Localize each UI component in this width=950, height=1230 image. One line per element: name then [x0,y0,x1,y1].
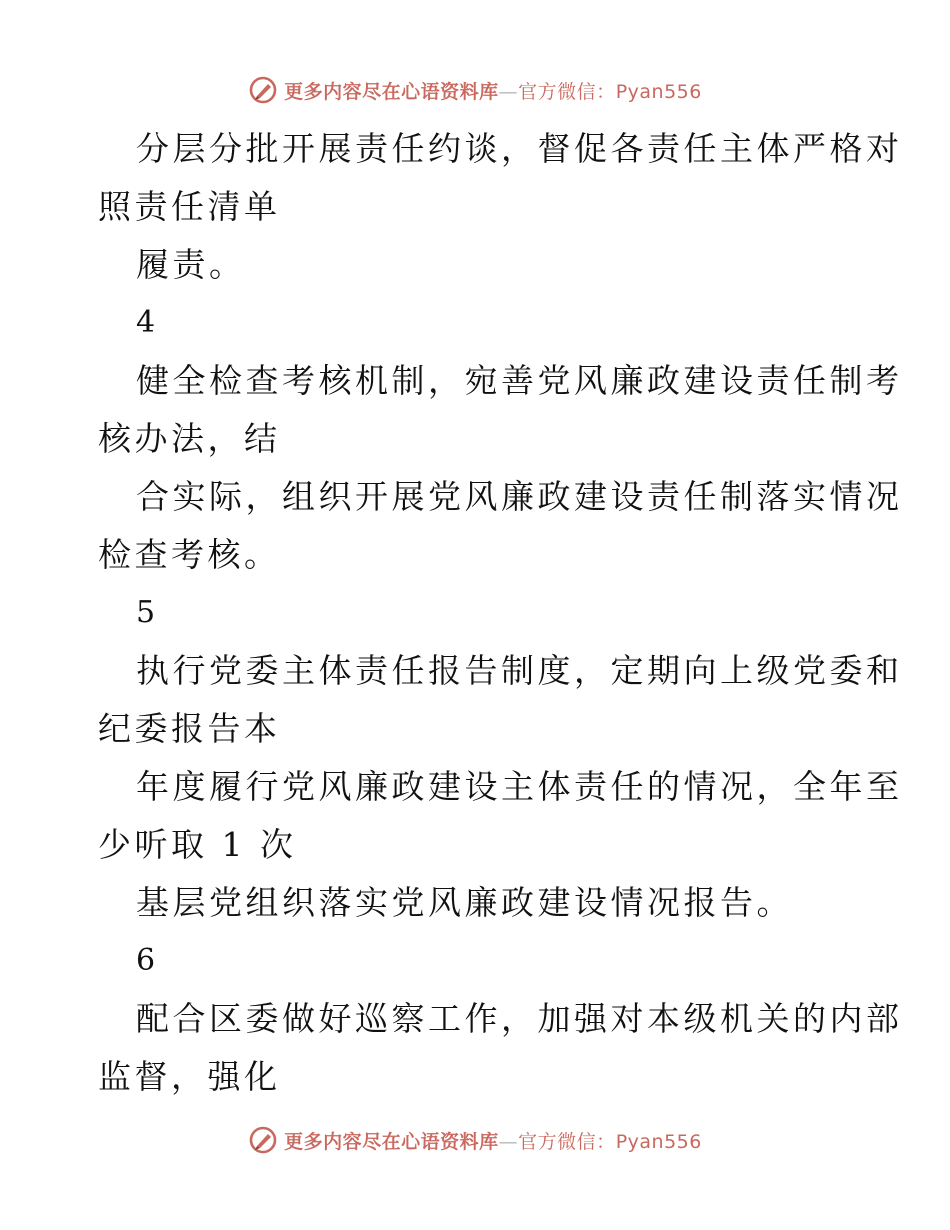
footer-watermark [0,1122,950,1158]
text-line: 基层党组织落实党风廉政建设情况报告。 [136,883,793,922]
text-line: 纪委报告本 [98,709,281,748]
banner-brand: 更多内容尽在心语资料库 [284,80,499,103]
text-line: 照责任清单 [98,187,281,226]
text-line: 配合区委做好巡察工作，加强对本级机关的内部 [136,999,903,1038]
item-number: 6 [136,943,159,978]
banner-dash: — [498,80,519,103]
text-line: 合实际，组织开展党风廉政建设责任制落实情况 [136,477,903,516]
banner-dash: — [498,1130,519,1153]
text-line: 执行党委主体责任报告制度，定期向上级党委和 [136,651,903,690]
header-watermark [0,72,950,108]
banner-brand: 更多内容尽在心语资料库 [284,1130,499,1153]
item-number: 4 [136,305,159,340]
item-number: 5 [136,595,159,630]
document-body [98,120,903,1106]
text-line: 履责。 [136,245,246,284]
banner-wechat-id: Pyan556 [615,1130,702,1153]
text-line: 年度履行党风廉政建设主体责任的情况，全年至 [136,767,903,806]
text-line: 健全检查考核机制，宛善党风廉政建设责任制考 [136,361,903,400]
pen-logo-icon [248,1125,278,1155]
text-line: 监督，强化 [98,1057,281,1096]
pen-logo-icon [248,75,278,105]
text-line: 分层分批开展责任约谈，督促各责任主体严格对 [136,129,903,168]
banner-label: 官方微信： [518,1130,616,1153]
text-line: 核办法，结 [98,419,281,458]
text-line: 少听取 1 次 [98,825,297,864]
banner-label: 官方微信： [518,80,616,103]
banner-wechat-id: Pyan556 [615,80,702,103]
text-line: 检查考核。 [98,535,281,574]
